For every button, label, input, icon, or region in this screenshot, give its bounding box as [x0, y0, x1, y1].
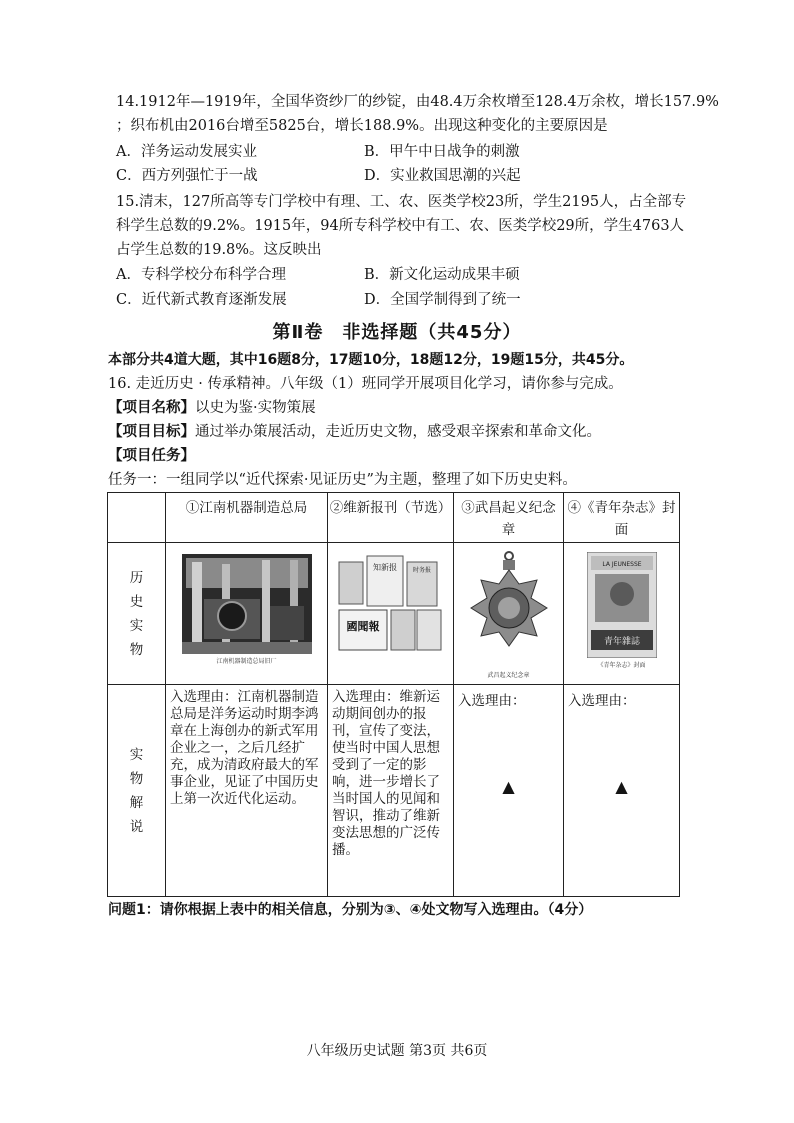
q16-goal-text: 通过举办策展活动，走近历史文物，感受艰辛探索和革命文化。 — [195, 424, 601, 440]
q15-option-d: D．全国学制得到了统一 — [364, 292, 521, 308]
section-title: 第Ⅱ卷 非选择题（共45分） — [272, 322, 522, 343]
q14-option-d: D．实业救国思潮的兴起 — [364, 168, 521, 184]
page-footer: 八年级历史试题 第3页 共6页 — [306, 1043, 488, 1059]
artifact-newspaper-photo — [328, 543, 454, 685]
artifact-table — [107, 492, 680, 897]
row-label-artifacts: 历史实物 — [108, 543, 166, 685]
newspaper-mark-shiwu: 时务报 — [412, 567, 431, 574]
header-jiangnan: ①江南机器制造总局 — [166, 493, 328, 543]
explanation-jiangnan: 入选理由：江南机器制造总局是洋务运动时期李鸿章在上海创办的新式军用企业之一，之后几经扩充，成为清政府最大的军事企业，见证了中国历史上第一次近代化运动。 — [166, 685, 328, 897]
medal-image — [459, 548, 559, 668]
q14-option-b: B．甲午中日战争的刺激 — [364, 144, 520, 160]
magazine-caption: 《青年杂志》封面 — [597, 662, 646, 669]
q16-project-name — [108, 398, 316, 418]
section-intro: 本部分共4道大题，其中16题8分，17题10分，18题12分，19题15分，共45分。 — [108, 352, 634, 368]
table-corner-cell — [108, 493, 166, 543]
q14-option-a: A．洋务运动发展实业 — [116, 144, 257, 160]
q16-task1: 任务一：一组同学以“近代探索·见证历史”为主题，整理了如下历史史料。 — [108, 472, 577, 488]
explanation-magazine-label: 入选理由： — [568, 693, 636, 709]
placeholder-triangle-4: ▲ — [615, 777, 628, 796]
artifact-magazine-photo — [564, 543, 680, 685]
artifact-medal-photo — [454, 543, 564, 685]
newspaper-collage — [337, 554, 445, 658]
explanation-medal-label: 入选理由： — [458, 693, 526, 709]
magazine-cover — [587, 552, 657, 658]
q16-task-label: 【项目任务】 — [108, 448, 195, 464]
q16-stem: 16. 走近历史 · 传承精神。八年级（1）班同学开展项目化学习，请你参与完成。 — [108, 376, 623, 392]
explanation-newspaper: 入选理由：维新运动期间创办的报刊，宣传了变法，使当时中国人思想受到了一定的影响，进一步增长了当时国人的见闻和智识，推动了维新变法思想的广泛传播。 — [328, 685, 454, 897]
q15-option-a: A．专科学校分布科学合理 — [116, 267, 286, 283]
explanation-medal-cell — [454, 685, 564, 897]
q14-stem-line2: ；织布机由2016台增至5825台，增长188.9%。出现这种变化的主要原因是 — [116, 118, 608, 134]
header-newspaper: ②维新报刊（节选） — [328, 493, 454, 543]
q16-name-label: 【项目名称】 — [108, 400, 195, 416]
question-1: 问题1：请你根据上表中的相关信息，分别为③、④处文物写入选理由。（4分） — [108, 902, 593, 918]
newspaper-mark-guowen: 國聞報 — [346, 620, 379, 633]
medal-caption: 武昌起义纪念章 — [487, 672, 530, 679]
header-magazine: ④《青年杂志》封面 — [564, 493, 680, 543]
newspaper-mark-zhixin: 知新报 — [372, 563, 397, 572]
explanation-magazine-cell — [564, 685, 680, 897]
q15-option-c: C．近代新式教育逐渐发展 — [116, 292, 287, 308]
q15-stem-line1: 15.清末，127所高等专门学校中有理、工、农、医类学校23所，学生2195人，占全部专 — [116, 194, 687, 210]
row-label-explanation: 实物解说 — [108, 685, 166, 897]
factory-caption: 江南机器制造总局旧厂 — [216, 658, 277, 665]
q14-stem-line1: 14.1912年—1919年，全国华资纱厂的纱锭，由48.4万余枚增至128.4万余枚，增长157.9% — [116, 94, 719, 110]
q16-project-goal — [108, 422, 601, 442]
q15-option-b: B．新文化运动成果丰硕 — [364, 267, 520, 283]
header-medal: ③武昌起义纪念章 — [454, 493, 564, 543]
q14-option-c: C．西方列强忙于一战 — [116, 168, 258, 184]
q15-stem-line2: 科学生总数的9.2%。1915年，94所专科学校中有工、农、医类学校29所，学生4763人 — [116, 218, 685, 234]
factory-photo — [182, 554, 312, 654]
q16-goal-label: 【项目目标】 — [108, 424, 195, 440]
magazine-mark-title: LA JEUNESSE — [601, 561, 642, 568]
artifact-jiangnan-photo — [166, 543, 328, 685]
q15-stem-line3: 占学生总数的19.8%。这反映出 — [116, 242, 322, 258]
q16-name-text: 以史为鉴·实物策展 — [195, 400, 316, 416]
magazine-mark-name: 青年雜誌 — [603, 637, 640, 647]
placeholder-triangle-3: ▲ — [502, 777, 515, 796]
